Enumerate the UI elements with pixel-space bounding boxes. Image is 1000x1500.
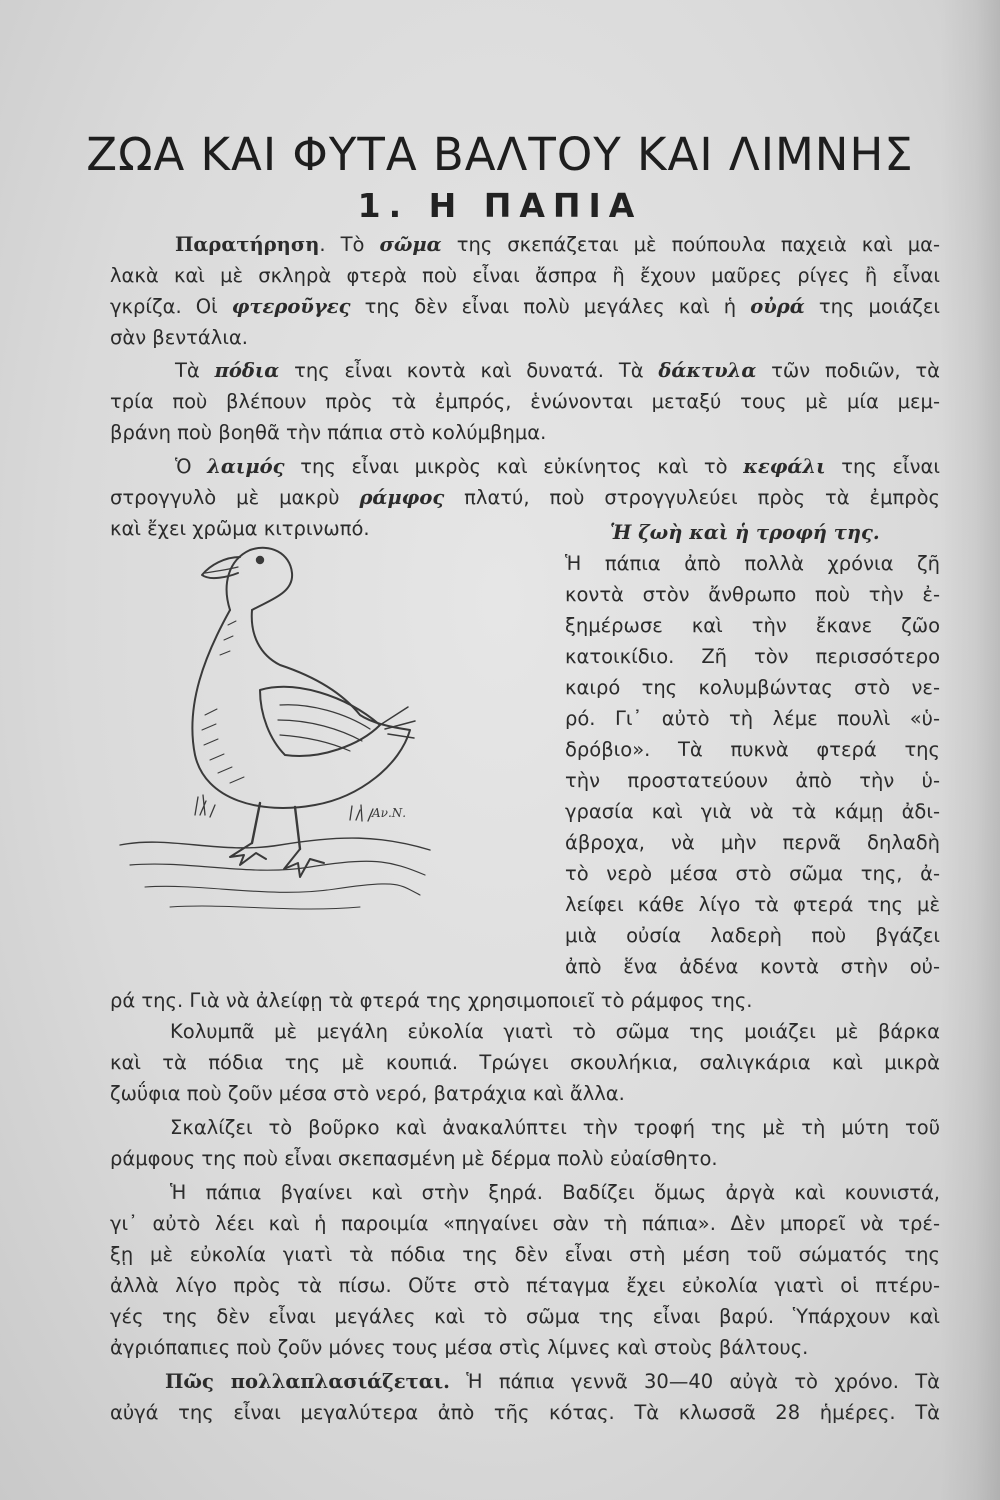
paragraph-4-last-line: ρά της. Γιὰ νὰ ἀλείφῃ τὰ φτερά της χρησιμοποιεῖ τὸ ράμφος της. xyxy=(110,989,753,1012)
paragraph-1-line-1: Παρατήρηση. Τὸ σῶμα της σκεπάζεται μὲ πούπουλα παχειὰ καὶ μα- xyxy=(175,233,940,256)
paragraph-2-line-1: Τὰ πόδια της εἶναι κοντὰ καὶ δυνατά. Τὰ δάκτυλα τῶν ποδιῶν, τὰ xyxy=(175,359,940,382)
paragraph-6-line-2: ράμφους της ποὺ εἶναι σκεπασμένη μὲ δέρμα πολὺ εὐαίσθητο. xyxy=(110,1147,718,1170)
paragraph-4-heading: Ἡ ζωὴ καὶ ἡ τροφή της. xyxy=(610,521,880,544)
paragraph-7-line-5: γές της δὲν εἶναι μεγάλες καὶ τὸ σῶμα της εἶναι βαρύ. Ὑπάρχουν καὶ xyxy=(110,1305,940,1328)
paragraph-3-line-3: καὶ ἔχει χρῶμα κιτρινωπό. xyxy=(110,517,370,540)
paragraph-1-line-3: γκρίζα. Οἱ φτεροῦγες της δὲν εἶναι πολὺ μεγάλες καὶ ἡ οὐρά της μοιάζει xyxy=(110,295,940,318)
paragraph-7-line-6: ἀγριόπαπιες ποὺ ζοῦν μόνες τους μέσα στὶς λίμνες καὶ στοὺς βάλτους. xyxy=(110,1336,809,1359)
paragraph-4-line-3: ξημέρωσε καὶ τὴν ἔκανε ζῶο xyxy=(565,614,940,637)
paragraph-4-line-12: λείφει κάθε λίγο τὰ φτερά της μὲ xyxy=(565,893,940,916)
paragraph-2-line-2: τρία ποὺ βλέπουν πρὸς τὰ ἐμπρός, ἑνώνονται μεταξύ τους μὲ μία μεμ- xyxy=(110,390,940,413)
paragraph-4-line-5: καιρό της κολυμβώντας στὸ νε- xyxy=(565,676,940,699)
paragraph-2-line-3: βράνη ποὺ βοηθᾶ τὴν πάπια στὸ κολύμβημα. xyxy=(110,421,547,444)
paragraph-8-line-1: Πῶς πολλαπλασιάζεται. Ἡ πάπια γεννᾶ 30—40 αὐγὰ τὸ χρόνο. Τὰ xyxy=(165,1370,940,1393)
duck-illustration xyxy=(110,515,440,915)
paragraph-5-line-2: καὶ τὰ πόδια της μὲ κουπιά. Τρώγει σκουλήκια, σαλιγκάρια καὶ μικρὰ xyxy=(110,1051,940,1074)
page-title: ΖΩΑ ΚΑΙ ΦΥΤΑ ΒΑΛΤΟΥ ΚΑΙ ΛΙΜΝΗΣ xyxy=(86,128,914,181)
paragraph-5-line-1: Κολυμπᾶ μὲ μεγάλη εὐκολία γιατὶ τὸ σῶμα της μοιάζει μὲ βάρκα xyxy=(170,1020,940,1043)
illustration-signature: Αν.Ν. xyxy=(372,806,407,820)
keyword-neck: λαιμός xyxy=(207,455,285,478)
page-fold-shadow xyxy=(940,0,1000,1500)
keyword-beak: ράμφος xyxy=(359,486,445,509)
paragraph-5-line-3: ζωΰφια ποὺ ζοῦν μέσα στὸ νερό, βατράχια καὶ ἄλλα. xyxy=(110,1082,625,1105)
keyword-wings: φτεροῦγες xyxy=(231,295,351,318)
paragraph-3-line-1: Ὁ λαιμός της εἶναι μικρὸς καὶ εὐκίνητος καὶ τὸ κεφάλι της εἶναι xyxy=(175,455,940,478)
paragraph-4-line-6: ρό. Γι᾽ αὐτὸ τὴ λέμε πουλὶ «ὑ- xyxy=(565,707,940,730)
paragraph-1-line-4: σὰν βεντάλια. xyxy=(110,326,248,349)
paragraph-7-line-2: γι᾽ αὐτὸ λέει καὶ ἡ παροιμία «πηγαίνει σὰν τὴ πάπια». Δὲν μπορεῖ νὰ τρέ- xyxy=(110,1212,940,1235)
paragraph-4-line-10: άβροχα, νὰ μὴν περνᾶ δηλαδὴ xyxy=(565,831,940,854)
paragraph-7-line-1: Ἡ πάπια βγαίνει καὶ στὴν ξηρά. Βαδίζει ὅμως ἀργὰ καὶ κουνιστά, xyxy=(170,1181,940,1204)
paragraph-1-line-2: λακὰ καὶ μὲ σκληρὰ φτερὰ ποὺ εἶναι ἄσπρα ἢ ἔχουν μαῦρες ρίγες ἢ εἶναι xyxy=(110,264,940,287)
paragraph-4-line-13: μιὰ οὐσία λαδερὴ ποὺ βγάζει xyxy=(565,924,940,947)
paragraph-4-line-8: τὴν προστατεύουν ἀπὸ τὴν ὑ- xyxy=(565,769,940,792)
paragraph-6-line-1: Σκαλίζει τὸ βοῦρκο καὶ ἀνακαλύπτει τὴν τροφή της μὲ τὴ μύτη τοῦ xyxy=(170,1116,940,1139)
paragraph-4-line-7: δρόβιο». Τὰ πυκνὰ φτερά της xyxy=(565,738,940,761)
paragraph-4-line-2: κοντὰ στὸν ἄνθρωπο ποὺ τὴν ἐ- xyxy=(565,583,940,606)
section-title: 1. Η ΠΑΠΙΑ xyxy=(357,186,643,225)
paragraph-4-line-4: κατοικίδιο. Ζῆ τὸν περισσότερο xyxy=(565,645,940,668)
keyword-body: σῶμα xyxy=(379,233,442,256)
paragraph-4-line-14: ἀπὸ ἕνα ἀδένα κοντὰ στὴν οὐ- xyxy=(565,955,940,978)
paragraph-8-line-2: αὐγά της εἶναι μεγαλύτερα ἀπὸ τῆς κότας. Τὰ κλωσσᾶ 28 ἡμέρες. Τὰ xyxy=(110,1401,940,1424)
paragraph-7-line-4: ἀλλὰ λίγο πρὸς τὰ πίσω. Οὔτε στὸ πέταγμα ἔχει εὐκολία γιατὶ οἱ πτέρυ- xyxy=(110,1274,940,1297)
paragraph-4-line-1: Ἡ πάπια ἀπὸ πολλὰ χρόνια ζῆ xyxy=(565,552,940,575)
paragraph-3-line-2: στρογγυλὸ μὲ μακρὺ ράμφος πλατύ, ποὺ στρογγυλεύει πρὸς τὰ ἐμπρὸς xyxy=(110,486,940,509)
heading-reproduction: Πῶς πολλαπλασιάζεται. xyxy=(165,1370,450,1393)
keyword-head: κεφάλι xyxy=(743,455,826,478)
keyword-toes: δάκτυλα xyxy=(658,359,757,382)
keyword-legs: πόδια xyxy=(214,359,280,382)
paragraph-4-line-11: τὸ νερὸ μέσα στὸ σῶμα της, ἀ- xyxy=(565,862,940,885)
paragraph-7-line-3: ξῃ μὲ εὐκολία γιατὶ τὰ πόδια της δὲν εἶναι στὴ μέση τοῦ σώματός της xyxy=(110,1243,940,1266)
keyword-tail: οὐρά xyxy=(750,295,805,318)
keyword-observation: Παρατήρηση xyxy=(175,233,320,256)
paragraph-4-line-9: γρασία καὶ γιὰ νὰ τὰ κάμῃ ἀδι- xyxy=(565,800,940,823)
